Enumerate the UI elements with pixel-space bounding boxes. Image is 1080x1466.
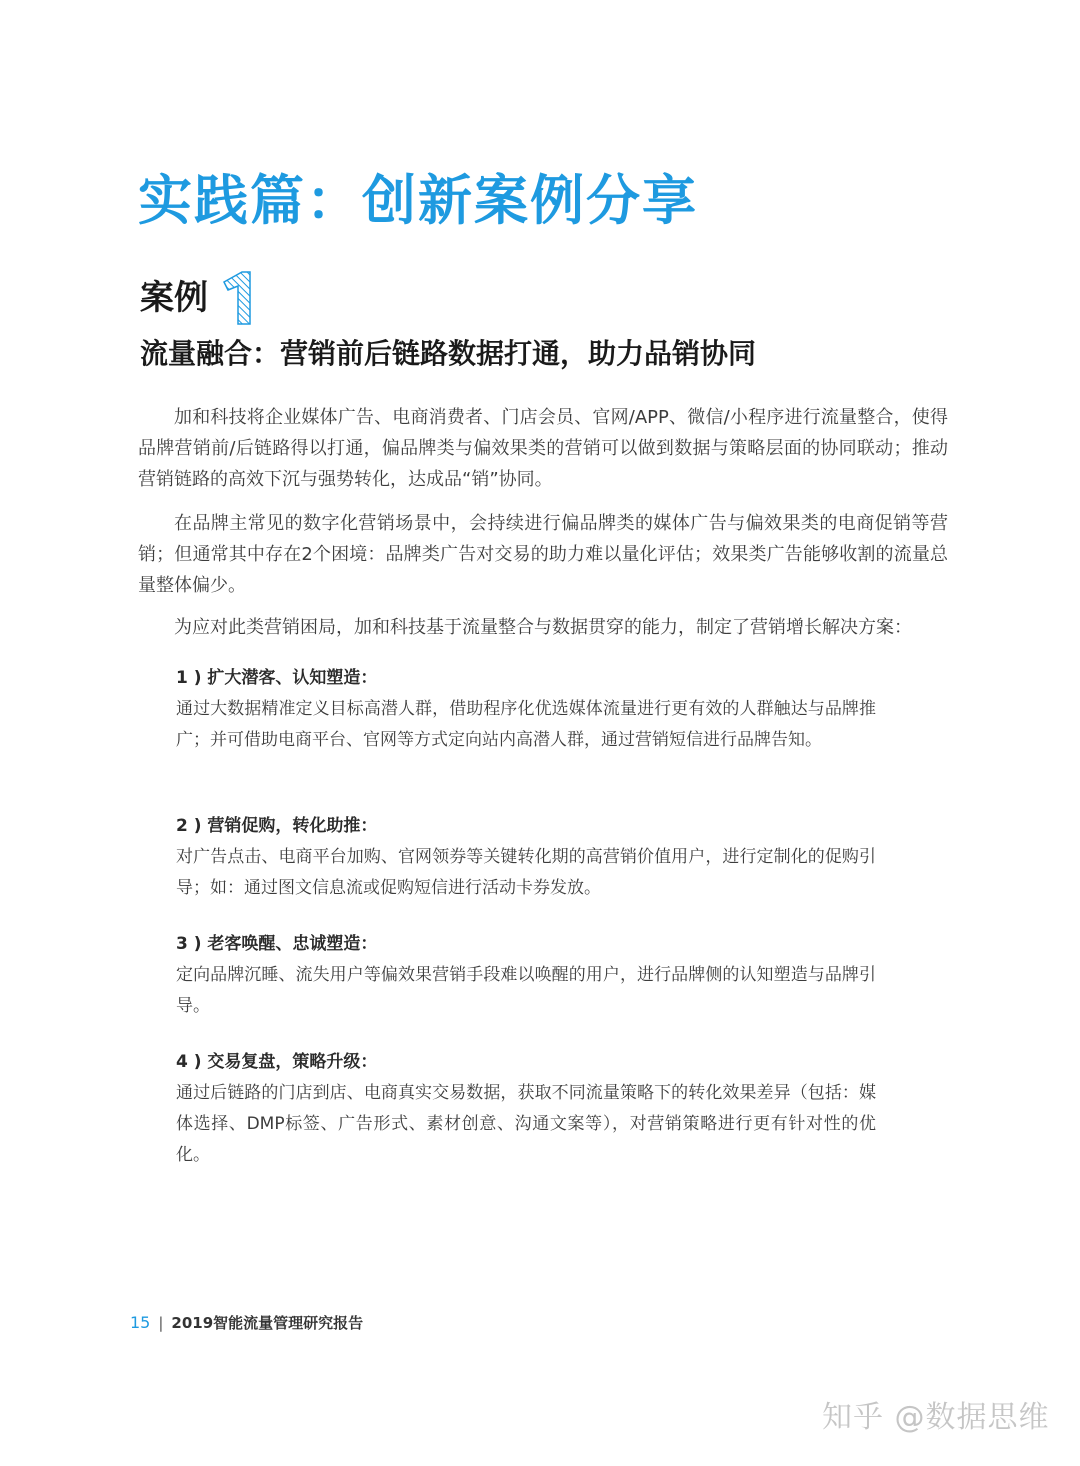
case-subtitle: 流量融合：营销前后链路数据打通，助力品销协同 <box>140 337 757 370</box>
page-footer <box>130 1312 363 1334</box>
solution-item <box>176 812 876 904</box>
body-paragraph: 在品牌主常见的数字化营销场景中，会持续进行偏品牌类的媒体广告与偏效果类的电商促销等营销；但通常其中存在2个困境：品牌类广告对交易的助力难以量化评估；效果类广告能够收割的流量总量整体偏少。 <box>138 513 948 596</box>
solution-item <box>176 930 876 1022</box>
footer-separator: | <box>158 1314 164 1332</box>
solution-item-text: 对广告点击、电商平台加购、官网领券等关键转化期的高营销价值用户，进行定制化的促购引导；如：通过图文信息流或促购短信进行活动卡券发放。 <box>176 847 876 898</box>
solution-item-title: 4 ) 交易复盘，策略升级： <box>176 1052 378 1072</box>
solution-item <box>176 1048 876 1171</box>
solution-item-title: 2 ) 营销促购，转化助推： <box>176 816 378 836</box>
watermark: 知乎 @数据思维 <box>822 1400 1050 1435</box>
report-title: 2019智能流量管理研究报告 <box>171 1314 364 1332</box>
body-paragraph: 为应对此类营销困局，加和科技基于流量整合与数据贯穿的能力，制定了营销增长解决方案： <box>174 617 912 638</box>
solution-item-title: 3 ) 老客唤醒、忠诚塑造： <box>176 934 378 954</box>
solution-item <box>176 664 876 756</box>
solution-item-title: 1 ) 扩大潜客、认知塑造： <box>176 668 378 688</box>
solution-item-text: 通过后链路的门店到店、电商真实交易数据，获取不同流量策略下的转化效果差异（包括：媒体选择、DMP标签、广告形式、素材创意、沟通文案等），对营销策略进行更有针对性的优化。 <box>176 1083 876 1165</box>
page-number: 15 <box>130 1313 151 1332</box>
body-paragraph: 加和科技将企业媒体广告、电商消费者、门店会员、官网/APP、微信/小程序进行流量整合，使得品牌营销前/后链路得以打通，偏品牌类与偏效果类的营销可以做到数据与策略层面的协同联动；推动营销链路的高效下沉与强势转化，达成品“销”协同。 <box>138 407 948 490</box>
case-label: 案例 <box>140 278 208 318</box>
solution-item-text: 通过大数据精准定义目标高潜人群，借助程序化优选媒体流量进行更有效的人群触达与品牌推广；并可借助电商平台、官网等方式定向站内高潜人群，通过营销短信进行品牌告知。 <box>176 699 876 750</box>
case-number-graphic <box>216 270 256 326</box>
page-title: 实践篇：创新案例分享 <box>138 169 698 232</box>
solution-item-text: 定向品牌沉睡、流失用户等偏效果营销手段难以唤醒的用户，进行品牌侧的认知塑造与品牌引导。 <box>176 965 876 1016</box>
case-heading <box>140 266 256 326</box>
